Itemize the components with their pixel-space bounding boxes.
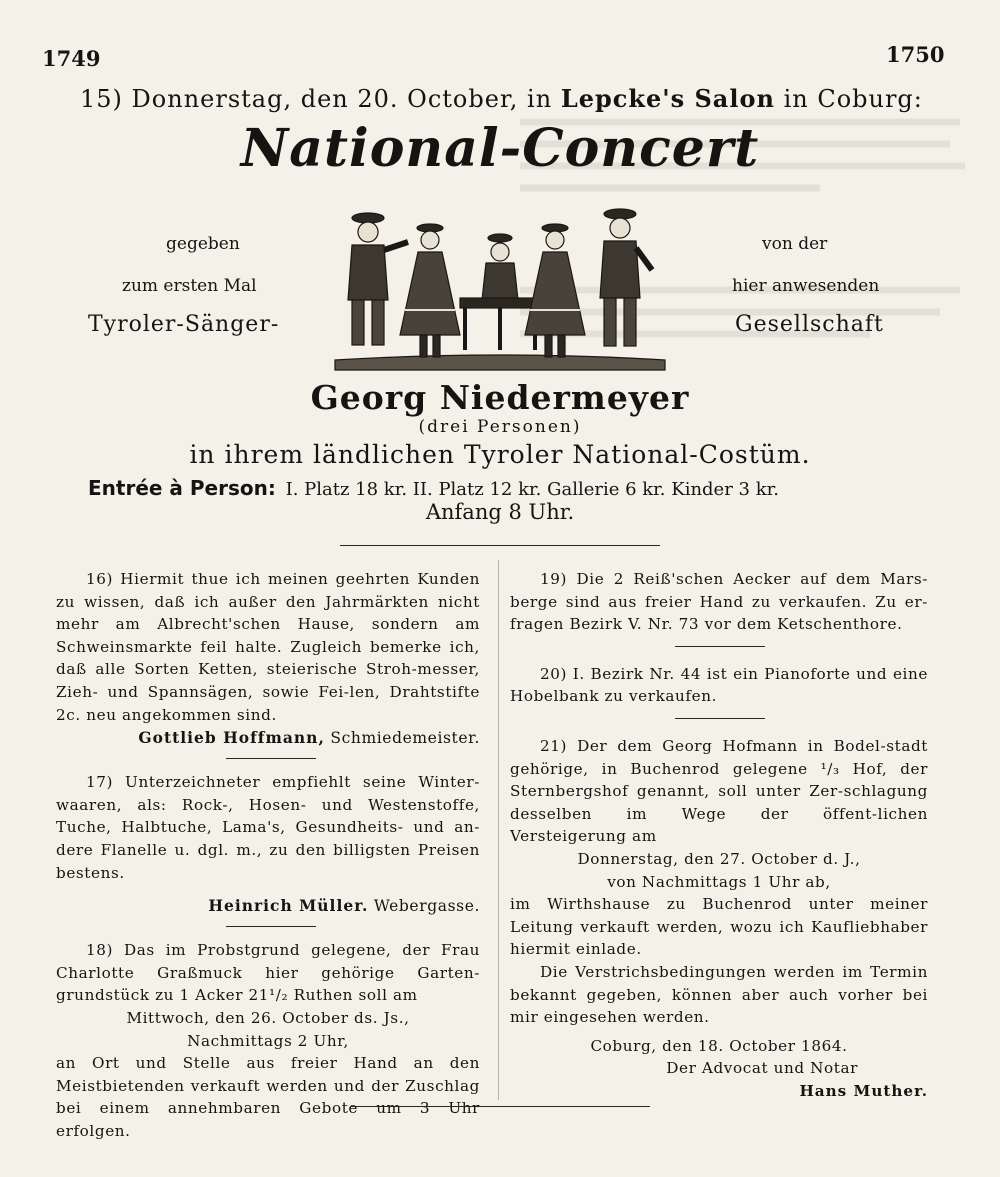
flank-left-3: Tyroler-Sänger- <box>88 312 280 337</box>
ad-17-signature <box>56 894 480 918</box>
concert-headline <box>80 84 923 113</box>
tyrolean-singers-woodcut <box>330 200 670 375</box>
divider <box>226 758 316 759</box>
performer-note: (drei Personen) <box>418 417 582 437</box>
flank-right-3: Gesellschaft <box>735 312 884 337</box>
ad-16-text: 16) Hiermit thue ich meinen geehrten Kunden zu wissen, daß ich außer den Jahrmärkten nicht mehr am Albrecht'schen Hause, sondern am Schweinsmarkte feil halte. Zugleich bemerke ich, daß alle Sorten Ketten, steierische Stroh-messer, Zieh- und Spannsägen, sowie Fei-len, Drahtstifte 2c. neu angekommen sind. <box>56 570 480 724</box>
ad-21-role: Der Advocat und Notar <box>666 1059 858 1078</box>
ad-19-text: 19) Die 2 Reiß'schen Aecker auf dem Mars-berge sind aus freier Hand zu verkaufen. Zu er-fragen Bezirk V. Nr. 73 vor dem Ketschenthore. <box>510 570 928 634</box>
ad-18-text: 18) Das im Probstgrund gelegene, der Frau Charlotte Graßmuck hier gehörige Garten-grundstück zu 1 Acker 21¹/₂ Ruthen soll am <box>56 941 480 1005</box>
entree-prices <box>88 476 918 500</box>
ad-21-time: von Nachmittags 1 Uhr ab, <box>607 872 831 891</box>
ad-20-text: 20) I. Bezirk Nr. 44 ist ein Pianoforte und eine Hobelbank zu verkaufen. <box>510 664 928 706</box>
headline-date: Donnerstag, den 20. October, in <box>131 85 553 113</box>
flank-right-2: hier anwesenden <box>732 276 880 296</box>
headline-place: in Coburg: <box>783 85 923 113</box>
ad-21-text-2: im Wirthshause zu Buchenrod unter meiner Leitung verkauft werden, wozu ich Kaufliebhaber hiermit einlade. <box>510 895 928 959</box>
entree-label: Entrée à Person: <box>88 476 276 500</box>
page-number-right: 1750 <box>886 42 945 67</box>
column-rule <box>498 560 499 1100</box>
start-time: Anfang 8 Uhr. <box>425 500 575 524</box>
entree-values: I. Platz 18 kr. II. Platz 12 kr. Gallerie 6 kr. Kinder 3 kr. <box>285 479 779 500</box>
ad-16-sig-role: Schmiedemeister. <box>330 729 480 748</box>
divider <box>226 926 316 927</box>
ad-18-text-2: an Ort und Stelle aus freier Hand an den Meistbietenden verkauft werden und der Zuschlag bei einem annehmbaren Gebote um 3 Uhr erfolgen. <box>56 1054 480 1140</box>
flank-left-1: gegeben <box>166 234 240 254</box>
ad-21-text-3: Die Verstrichsbedingungen werden im Termin bekannt gegeben, können aber auch vorher bei mir eingesehen werden. <box>510 962 928 1027</box>
ad-21-text: 21) Der dem Georg Hofmann in Bodel-stadt gehörige, in Buchenrod gelegene ¹/₃ Hof, der Sternbergshof genannt, soll unter Zer-schlagung desselben im Wege der öffent-lichen Versteigerung am <box>510 736 928 846</box>
flank-left-2: zum ersten Mal <box>122 276 257 296</box>
ad-16-signature <box>56 726 480 750</box>
concert-title: National-Concert <box>240 118 760 179</box>
ad-16-sig-name: Gottlieb Hoffmann, <box>138 728 325 748</box>
performer-name: Georg Niedermeyer <box>310 378 690 417</box>
ad-17-sig-name: Heinrich Müller. <box>208 896 369 916</box>
page-number-left: 1749 <box>42 46 101 71</box>
costume-line: in ihrem ländlichen Tyroler National-Costüm. <box>189 440 811 469</box>
ad-18-time: Nachmittags 2 Uhr, <box>187 1031 349 1050</box>
headline-venue: Lepcke's Salon <box>560 84 775 113</box>
ad-21-name: Hans Muther. <box>799 1081 928 1100</box>
ad-21-date: Donnerstag, den 27. October d. J., <box>577 849 861 868</box>
ad-21-place-date: Coburg, den 18. October 1864. <box>590 1036 848 1055</box>
divider <box>675 646 765 647</box>
ad-17-text: 17) Unterzeichneter empfiehlt seine Winter-waaren, als: Rock-, Hosen- und Westenstoffe, Tuche, Halbtuche, Lama's, Gesundheits- und an-dere Flanelle u. dgl. m., zu den billigsten Preisen bestens. <box>56 773 480 882</box>
bottom-divider <box>350 1106 650 1107</box>
left-column <box>56 568 480 1142</box>
ad-17-sig-role: Webergasse. <box>373 897 480 916</box>
ad-18-date: Mittwoch, den 26. October ds. Js., <box>126 1008 410 1027</box>
divider <box>675 718 765 719</box>
ad-number: 15) <box>80 85 123 113</box>
flank-right-1: von der <box>762 234 828 254</box>
section-divider <box>340 545 660 546</box>
right-column <box>510 568 928 1102</box>
